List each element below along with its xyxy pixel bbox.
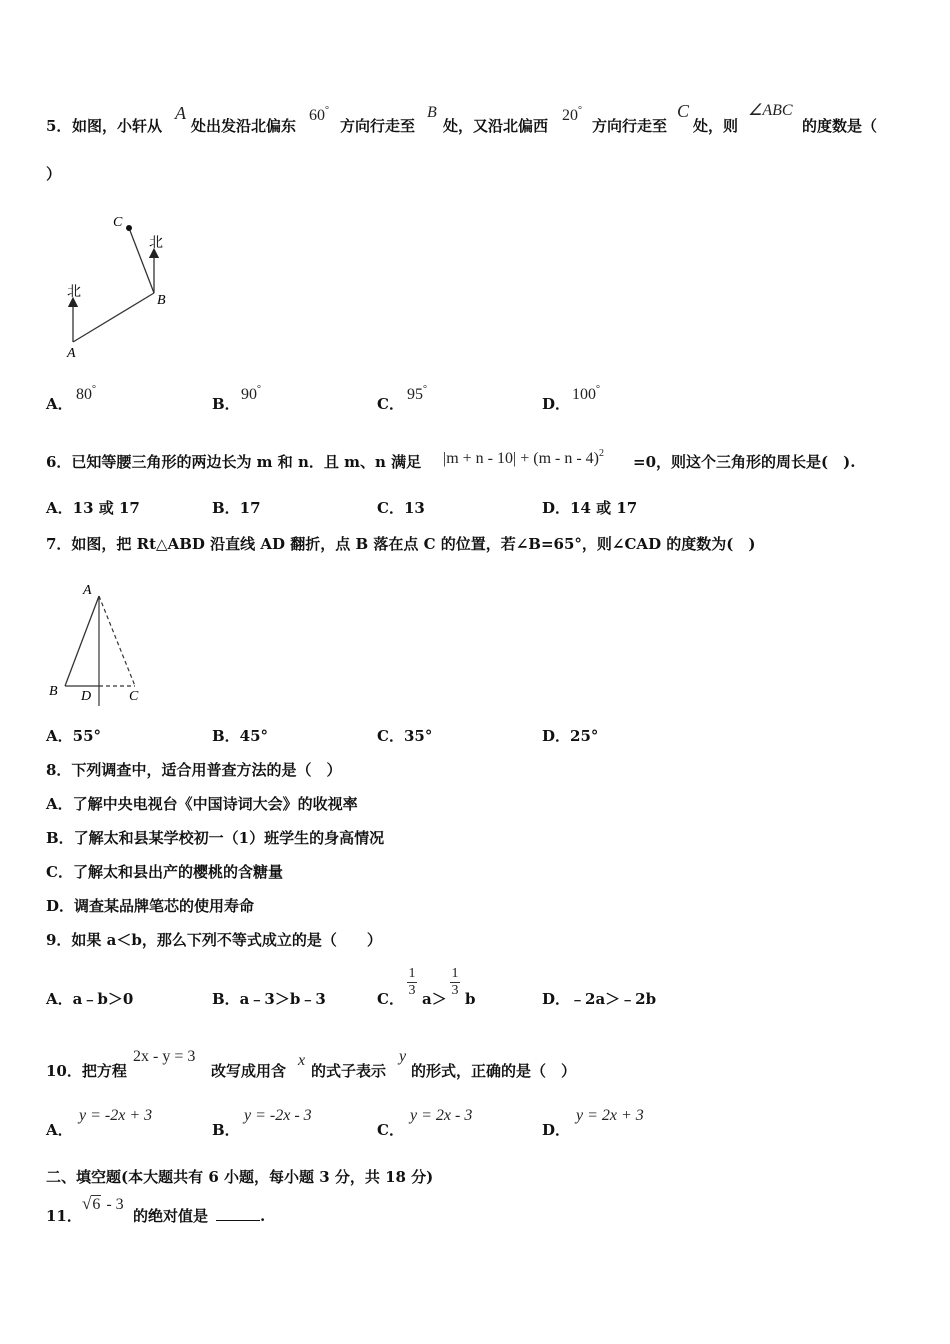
q10-option-d-letter: D． bbox=[542, 1121, 571, 1139]
q8-option-a: A．了解中央电视台《中国诗词大会》的收视率 bbox=[46, 795, 358, 813]
q10-text-2: 改写成用含 bbox=[211, 1062, 287, 1080]
q8-option-c: C．了解太和县出产的樱桃的含糖量 bbox=[46, 863, 283, 881]
q5-option-b-value: 90° bbox=[241, 384, 261, 403]
q5-option-a-value: 80° bbox=[76, 384, 96, 403]
q5-option-a-letter: A． bbox=[46, 395, 73, 413]
q5-fig-north-b: 北 bbox=[149, 236, 163, 251]
q10-var-y: y bbox=[399, 1048, 407, 1065]
q6-expression: |m + n - 10| + (m - n - 4)$^2$ bbox=[443, 448, 604, 467]
q5-text-3: 方向行走至 bbox=[340, 117, 416, 135]
q7-figure bbox=[45, 578, 165, 708]
q5-text-4: 处，又沿北偏西 bbox=[443, 117, 549, 135]
q11-answer-blank[interactable] bbox=[216, 1206, 260, 1221]
q5-option-c-value: 95° bbox=[407, 384, 427, 403]
q7-fig-label-d: D bbox=[81, 689, 92, 704]
q5-point-c-dot bbox=[126, 225, 132, 231]
q9-option-b: B．a﹣3＞b﹣3 bbox=[212, 990, 326, 1008]
q10-text-4: 的形式，正确的是（ ） bbox=[411, 1062, 577, 1080]
q5-angle-60: 60° bbox=[309, 105, 329, 124]
q9-option-c-fraction-2: 1 3 bbox=[451, 966, 459, 998]
q9-option-c-middle: a＞ bbox=[422, 990, 447, 1008]
q10-option-a-expr: y = -2x + 3 bbox=[79, 1107, 153, 1124]
q10-equation: 2x - y = 3 bbox=[133, 1048, 196, 1065]
q9-option-a: A．a﹣b＞0 bbox=[46, 990, 134, 1008]
q5-text-1: 如图，小轩从 bbox=[72, 117, 163, 135]
q7-fig-label-c: C bbox=[129, 689, 139, 704]
q5-number: 5． bbox=[46, 117, 72, 135]
q10-var-x: x bbox=[298, 1052, 306, 1069]
q11-expression: √6 - 3 bbox=[82, 1194, 124, 1213]
q5-angle-20: 20° bbox=[562, 105, 582, 124]
q10-option-c-expr: y = 2x - 3 bbox=[410, 1107, 473, 1124]
q5-segment-ab bbox=[73, 293, 154, 342]
section-2-title: 二、填空题(本大题共有 6 小题，每小题 3 分，共 18 分) bbox=[46, 1168, 434, 1186]
q5-option-c-letter: C． bbox=[377, 395, 404, 413]
q7-fig-label-b: B bbox=[49, 684, 58, 699]
q10-text-1: 10．把方程 bbox=[46, 1062, 127, 1080]
q11-end: . bbox=[260, 1207, 266, 1225]
q10-option-b-expr: y = -2x - 3 bbox=[244, 1107, 312, 1124]
q5-text-2: 处出发沿北偏东 bbox=[191, 117, 297, 135]
q5-text-6: 处，则 bbox=[693, 117, 739, 135]
q5-close-paren: ） bbox=[46, 165, 62, 183]
q5-option-b-letter: B． bbox=[212, 395, 240, 413]
q7-fig-label-a: A bbox=[83, 583, 92, 598]
q10-option-c-letter: C． bbox=[377, 1121, 404, 1139]
q5-point-c: C bbox=[677, 101, 690, 121]
q6-option-d: D．14 或 17 bbox=[542, 499, 638, 517]
q9-option-d: D．﹣2a＞﹣2b bbox=[542, 990, 657, 1008]
q7-option-d: D．25° bbox=[542, 727, 599, 745]
q7-option-a: A．55° bbox=[46, 727, 102, 745]
q5-fig-label-c: C bbox=[113, 215, 123, 230]
q5-point-a: A bbox=[175, 103, 186, 123]
q5-figure bbox=[55, 208, 235, 368]
q6-option-a: A．13 或 17 bbox=[46, 499, 140, 517]
q7-segment-ac bbox=[99, 596, 135, 686]
q8-option-b: B．了解太和县某学校初一（1）班学生的身高情况 bbox=[46, 829, 385, 847]
q9-option-c-end: b bbox=[465, 990, 476, 1008]
q7-text: 7．如图，把 Rt△ABD 沿直线 AD 翻折，点 B 落在点 C 的位置，若∠B=65°，则∠CAD 的度数为( ) bbox=[46, 535, 756, 553]
q9-option-c-letter: C． bbox=[377, 990, 404, 1008]
q7-option-c: C．35° bbox=[377, 727, 433, 745]
q10-option-a-letter: A． bbox=[46, 1121, 73, 1139]
q7-segment-ab bbox=[65, 596, 99, 686]
q9-text: 9．如果 a＜b，那么下列不等式成立的是（ ） bbox=[46, 931, 382, 949]
q5-angle-abc: ∠ABC bbox=[748, 102, 793, 119]
q9-option-c-fraction-1: 1 3 bbox=[408, 966, 416, 998]
q5-fig-label-a: A bbox=[67, 346, 76, 361]
q11-text: 的绝对值是 bbox=[133, 1207, 209, 1225]
q8-text: 8．下列调查中，适合用普查方法的是（ ） bbox=[46, 761, 342, 779]
q8-option-d: D．调查某品牌笔芯的使用寿命 bbox=[46, 897, 255, 915]
q5-text-5: 方向行走至 bbox=[592, 117, 668, 135]
q6-option-b: B．17 bbox=[212, 499, 261, 517]
q5-option-d-value: 100° bbox=[572, 384, 600, 403]
q10-option-d-expr: y = 2x + 3 bbox=[576, 1107, 644, 1124]
q5-option-d-letter: D． bbox=[542, 395, 571, 413]
q5-text-7: 的度数是（ bbox=[802, 117, 878, 135]
q5-point-b: B bbox=[427, 104, 437, 121]
q6-option-c: C．13 bbox=[377, 499, 425, 517]
q10-option-b-letter: B． bbox=[212, 1121, 240, 1139]
q6-text-b: =0，则这个三角形的周长是( ). bbox=[633, 453, 856, 471]
q6-text-a: 6．已知等腰三角形的两边长为 m 和 n．且 m、n 满足 bbox=[46, 453, 422, 471]
q7-option-b: B．45° bbox=[212, 727, 269, 745]
q11-number: 11． bbox=[46, 1207, 82, 1225]
q10-text-3: 的式子表示 bbox=[311, 1062, 387, 1080]
q5-fig-north-a: 北 bbox=[67, 285, 81, 300]
q5-fig-label-b: B bbox=[157, 293, 166, 308]
